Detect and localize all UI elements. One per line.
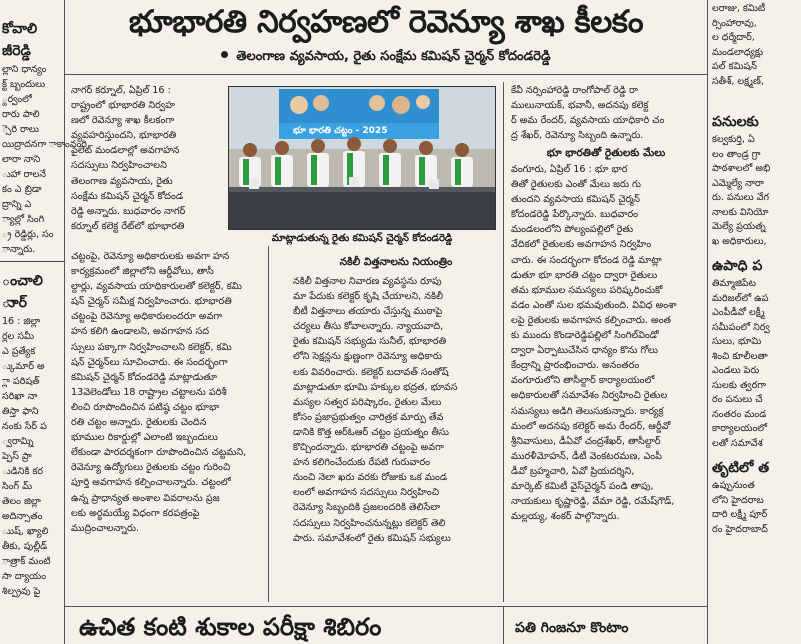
- meeting-photo-illustration: [229, 87, 495, 229]
- col1-text-line: స్సులు పక్కాగా నిర్వహించాలని కలెక్టర్‌, కమి: [71, 341, 232, 353]
- col1-text-line: రెడ్డి అన్నారు. బుధవారం నాగర్: [71, 205, 186, 217]
- right-text-line: ఉప్పునుంత: [712, 480, 755, 491]
- col1-text-line: చట్టంపై, రెవెన్యూ అధికారులకు అవగా హన: [71, 251, 230, 262]
- right-text-line: మెల్యే ప్రయత్న: [712, 221, 766, 232]
- right-text-line: లోని హైదరాబ: [712, 494, 764, 506]
- article-subhead: [65, 48, 707, 66]
- left-heading-2: ంచాలి: [2, 273, 43, 289]
- col1-text-line: లకు అర్థమయ్యే విధంగా కరపత్రంపై: [71, 507, 200, 519]
- col1-text-line: రెవెన్యూ ఉద్యోగులు రైతులకు చట్టం గురించి: [71, 462, 231, 474]
- col1-text-line: 13వెలెండోలు 18 రాష్ట్రాల చట్టాలను పరిశీ: [71, 386, 227, 398]
- main-article: [65, 0, 707, 644]
- left-text-line: ద్రాన్ని ఎ: [2, 199, 32, 210]
- col3-text-line: శ్రీనివాసులు, డీఏవో చంద్రశేఖర్‌, తాసీల్దార్‌: [511, 435, 661, 447]
- left-text-line: ప్పెస్ ప్రా: [2, 451, 32, 462]
- right-heading-2: ఉపాధి ప: [712, 258, 763, 274]
- right-text-line: పాఠశాలలో అభి: [712, 163, 771, 174]
- col3-text-line: ద్వారా ఏర్పాటుచేసిన ధాన్యం కొను గోలు: [511, 345, 658, 357]
- col3-text-line: వడం ఎంతో సుల భమవుతుంది. వివిధ అంశా: [511, 299, 677, 311]
- left-text-line: ్కుమార్ అ: [2, 361, 45, 372]
- col2-text-line: మా పేదుకు కలెక్టర్‌ కృషి చేయాలని, నకిలీ: [293, 291, 443, 303]
- right-text-line: ఎండలు పెరు: [712, 365, 760, 376]
- right-text-line: మరిజల్‌లో ఉప: [712, 292, 769, 304]
- right-text-line: ఖ అధికారులు,: [712, 235, 767, 247]
- col1-text-line: కమిషన్‌ చైర్మన్‌ కోదండరెడ్డి మాట్లాడుతూ: [71, 371, 218, 383]
- right-text-line: సులు, భూమి: [712, 336, 762, 347]
- right-text-line: లతో సమావేశ: [712, 437, 763, 449]
- col1-text-line: షన్‌ చైర్మన్‌లు సూచించారు. ఈ సందర్భంగా: [71, 356, 228, 368]
- col2-text-line: సదస్సులు నిర్వహించనున్నట్లు కలెక్టర్‌ తెలి: [293, 517, 446, 529]
- left-text-line: సా ద్యాయం: [2, 571, 47, 582]
- left-text-line: ుుష్, ఖ్యాలి: [2, 526, 49, 537]
- right-adjacent-column: [707, 0, 801, 644]
- col1-text-line: హన కలిగి ఉండాలని, అవగాహన సద: [71, 326, 209, 338]
- col1-text-line: పూర్తి అవగాహన కల్పించాలన్నారు. చట్టంలో: [71, 477, 231, 489]
- col3-text-line: కు ముందు కొండారెడ్డిపల్లిలో సింగిల్‌విండో: [511, 330, 659, 342]
- col3-text-line: తమ భూముల సమస్యలు పరిష్కరించుకో: [511, 284, 663, 296]
- left-text-line: ుడినికి కర: [2, 466, 44, 477]
- col3-text-line: సమస్యలు అడిగి తెలుసుకున్నారు. కార్యక్ర: [511, 405, 664, 417]
- col3-subheading: భూ భారతితో రైతులకు మేలు: [546, 147, 666, 159]
- banner-text: భూ భారతి చట్టం - 2025: [293, 126, 388, 136]
- col2-text-line: రెవెన్యూ సిబ్బందికి ప్రజలందరికి తెలిసేలా: [293, 502, 441, 514]
- right-text-line: ర్సింహారావు,: [712, 17, 757, 29]
- left-text-line: ్దర్వంలో: [2, 94, 32, 105]
- left-text-line: తీకు, పుల్లీడ్: [2, 541, 48, 552]
- col3-text-line: ద్ర శేఖర్‌, రెవెన్యూ సిబ్బంది ఉన్నారు.: [511, 130, 644, 142]
- col1-text-line: నాగర్‌ కర్నూల్‌, ఏప్రిల్‌ 16 :: [71, 85, 171, 96]
- right-text-line: రం హైదరాబాద్‌: [712, 523, 768, 535]
- col2-text: [293, 274, 499, 546]
- col2-text-line: రైతు కమిషన్‌ సభ్యుడు సునీల్‌, భూభారతి: [293, 336, 447, 348]
- right-text-line: ఎంపీడీవో లక్ష్మీ: [712, 307, 765, 318]
- col2-subheading: నకిలీ విత్తనాలను నియంత్రిం: [339, 256, 453, 268]
- col3-text-line: వంగూరు, ఏప్రిల్‌ 16 : భూ భార: [511, 164, 628, 175]
- col1-text-line: ణలో రెవెన్యూ శాఖ కీలకంగా: [71, 115, 175, 127]
- col1-text-line: సంక్షేమ కమిషన్‌ చైర్మన్‌ కోదండ: [71, 190, 184, 202]
- left-text-line: శిల్ప్రవు పై: [2, 586, 41, 597]
- right-text-line: రం పనులు చే: [712, 394, 763, 405]
- left-text-line: ్లా పరిషత్: [2, 376, 40, 387]
- bottom-headline-right: పతి గింజనూ కొంటాం: [515, 620, 629, 636]
- col1-text-line: భూముల రికార్డుల్లో ఎలాంటి ఇబ్బందులు: [71, 432, 218, 444]
- col3-text-line: కోదండరెడ్డి పేర్కొన్నారు. బుధవారం: [511, 209, 638, 221]
- right-text-line: శించి కూలీలతా: [712, 350, 768, 362]
- col3-top-text: [511, 83, 703, 143]
- col2-text-line: చర్యలు తీసు కోవాలన్నారు. న్యాయవాది,: [293, 321, 444, 333]
- col1-text-line: రాష్ట్రంలో భూభారతి నిర్వహ: [71, 100, 176, 112]
- col2-text-line: నుంచి నెలా ఖరు వరకు రోజుకు ఒక మండ: [293, 472, 447, 484]
- bullet-icon: [221, 51, 228, 58]
- col1-text-line: కార్యక్రమంలో జిల్లాలోని ఆర్డీవోలు, తాసీ: [71, 266, 214, 278]
- left-text-line: యిద్రాదనగా ాకాంనంరి: [2, 139, 87, 150]
- col3-text-line: కేవీ నర్సింహారెడ్డి రాంగోపాల్‌ రెడ్డి రా: [511, 85, 638, 96]
- left-text-line: ఎ ప్రత్యేక: [2, 346, 36, 357]
- col1-top-text: [71, 83, 221, 234]
- left-text-line: ర్లల సమీ: [2, 331, 35, 342]
- photo-caption: మాట్లాడుతున్న రైతు కమిషన్‌ చైర్మన్‌ కోదండరెడ్డి: [271, 233, 453, 244]
- right-text-line: తిమ్మాజిపేట: [712, 278, 756, 289]
- col1-text-line: ముద్రించాలన్నారు.: [71, 522, 140, 534]
- article-headline: భూభారతి నిర్వహణలో రెవెన్యూ శాఖ కీలకం: [128, 4, 644, 40]
- right-text-line: రు. పనులు వేగ: [712, 192, 770, 203]
- col1-text-line: రతి చట్టం అన్నారు. రైతులకు చెందిన: [71, 417, 207, 429]
- left-text-line: ాత్రాక్ మంటి: [2, 556, 51, 567]
- col3-text-line: డుతూ భూ భారతి చట్టం ద్వారా రైతులు: [511, 269, 658, 281]
- right-text-line: నంతరం మండ: [712, 408, 767, 420]
- col1-continued-text: [71, 249, 261, 536]
- col3-text-line: వంగూరులోని తాసీల్దార్‌ కార్యాలయంలో: [511, 375, 655, 387]
- left-heading-1: కోవాలి: [2, 21, 38, 37]
- col2-text-line: కొచ్చిందన్నారు. భూభారతి చట్టంపై అవగా: [293, 442, 444, 454]
- right-text-line: ల ధర్మేదార్‌,: [712, 32, 755, 43]
- left-text-line: క్ట్ బ్బందులు: [2, 79, 46, 90]
- col1-text-line: ల్దార్లు, వ్యవసాయ యాధికారులతో కలెక్టర్‌, కమి: [71, 281, 242, 293]
- col2-text-line: లకు వివరించారు. కలెక్టర్‌ బదావత్‌ సంతోష్‌: [293, 366, 449, 378]
- left-text-line: ్సెరి రాలు: [2, 124, 39, 135]
- left-text-line: సరిఖా నా: [2, 391, 38, 402]
- col2-text-line: మస్యల సత్వర పరిష్కారం, రైతుల మేలు: [293, 396, 442, 408]
- col3-text-line: వేదికలో రైతులకు అవగాహన నిర్వహిం: [511, 239, 652, 251]
- left-text-line: 16 : జిల్లా: [2, 316, 41, 327]
- col2-text-line: మాట్లాడుతూ భూమి హక్కుల భద్రత, భూవస: [293, 381, 458, 393]
- col3-text-line: మార్కెట్‌ కమిటీ వైస్‌చైర్మన్‌ పండి తాపు,: [511, 480, 654, 492]
- col2-text-line: డానికి కొత్త ఆర్‌ఓఆర్‌ చట్టం ప్రయత్నం తీసు: [293, 426, 449, 438]
- right-heading-1: పనులకు: [712, 114, 759, 130]
- col3-text-line: అధికారులతో సమావేశం నిర్వహించి రైతుల: [511, 390, 668, 402]
- col1-text-line: లేకుండా పారదర్శకంగా రూపొందించిన చట్టమని,: [71, 447, 247, 459]
- col3-text: [511, 162, 703, 524]
- left-heading-1b: జీరెడ్డి: [2, 43, 31, 59]
- col3-text-line: ములునాయక్‌, భవానీ, అదనపు కలెక్ట: [511, 100, 649, 112]
- col3-text-line: లపై రైతులకు అవగాహన కల్పించారు. అంత: [511, 314, 672, 326]
- col3-text-line: ర్‌ అమ రేందర్‌, వ్యవసాయ యాధికారి చం: [511, 115, 665, 127]
- col1-text-line: సదస్సులు నిర్వహించాలని: [71, 160, 167, 172]
- right-text-line: కల్వకుర్తి, ఏ: [712, 134, 755, 145]
- col3-text-line: తితో రైతులకు ఎంతో మేలు జరు గు: [511, 179, 641, 191]
- col3-text-line: డీవో బ్రహ్మచారి, ఏవో ప్రియదర్శిని,: [511, 465, 635, 477]
- col1-text-line: కర్నూల్‌ కలెక్ట రేట్‌లో భూభారతి: [71, 220, 185, 232]
- col2-text-line: లంలో అవగాహన సదస్సులు నిర్వహించి: [293, 487, 440, 499]
- right-text-line: నాలకు వినియో: [712, 206, 769, 218]
- left-text-line: ్ర రెడ్డిర్లు, సం: [2, 229, 54, 240]
- col1-text-line: లించి రూపొందించిన పటిష్ఠ చట్టం భూభా: [71, 401, 220, 413]
- left-adjacent-column: [0, 0, 87, 644]
- left-heading-2b: ుార్: [2, 295, 27, 311]
- left-text-line: నంకు సేర్ ప: [2, 421, 47, 432]
- col3-text-line: మంలో అదనపు కలెక్టర్‌ అమ రేందర్‌, ఆర్డీవో: [511, 420, 671, 432]
- col3-text-line: తుందని వ్యవసాయ కమిషన్‌ చైర్మన్‌: [511, 194, 641, 206]
- col1-text-line: పైలెట్‌ మండలాల్లో అవగాహన: [71, 145, 180, 157]
- right-heading-3: తృటిలో త: [712, 460, 770, 476]
- right-text-line: సమీపంలో నిర్వ: [712, 321, 770, 333]
- right-text-line: సులకు త్వరగా: [712, 379, 767, 391]
- col1-text-line: చట్టంపై రెవెన్యూ అధికారులందరూ అవగా: [71, 311, 223, 323]
- col3-text-line: మండలంలోని పోల్యంపల్లిలో రైతు: [511, 224, 634, 236]
- right-text-line: దారి లక్ష్మీ పూర్‌: [712, 509, 768, 520]
- left-text-line: ల్లాని ధాన్యం: [2, 64, 47, 75]
- left-text-line: తెలం జిల్లా: [2, 496, 41, 507]
- col2-text-line: పారు. సమావేశంలో రైతు కమిషన్‌ సభ్యులు: [293, 532, 451, 544]
- left-text-line: లారా నాని: [2, 154, 41, 165]
- subhead-text: తెలంగాణ వ్యవసాయ, రైతు సంక్షేమ కమిషన్ చైర్మన్ కోదండరెడ్డి: [236, 49, 551, 64]
- col1-text-line: షన్‌ చైర్మన్‌ సమీక్ష నిర్వహించారు. భూభారతి: [71, 296, 232, 308]
- col2-text-line: నకిలీ విత్తనాల నివారణ వ్యవస్థను రూపు: [293, 276, 442, 287]
- col1-text-line: ఉన్న ప్రాధాన్యత అంశాల వివరాలను ప్రజ: [71, 492, 220, 504]
- col3-text-line: మురళీమోహన్‌, డీటీ వెంకటరమణ, ఎంపీ: [511, 450, 662, 462]
- right-text-line: కార్యాలయంలో: [712, 423, 768, 434]
- col2-text-line: హన కలిగించేందుకు రేపటి గురువారం: [293, 457, 431, 469]
- article-photo: [228, 86, 496, 230]
- col1-text-line: వ్యవహరిస్తుందని, భూభారతి: [71, 130, 177, 142]
- left-text-line: తిస్తా ఫాని: [2, 406, 39, 417]
- col3-text-line: కేంద్రాన్ని ప్రారంభించారు. అనంతరం: [511, 360, 640, 372]
- col2-text-line: బీటీ విత్తనాలు తయారు చేస్తున్న ముఠాపై: [293, 306, 443, 318]
- right-text-line: ఎమ్మెల్యే నారా: [712, 177, 764, 189]
- col3-text-line: నాయకులు కృష్ణారెడ్డి, వేమా రెడ్డి, రమేష్‌గౌడ్‌,: [511, 496, 675, 508]
- col3-text-line: చారు. ఈ సందర్భంగా కోదండ రెడ్డి మాట్లా: [511, 254, 662, 266]
- col3-text-line: మల్లయ్య, శంకర్‌ పాల్గొన్నారు.: [511, 511, 620, 523]
- bottom-headline-left: ఉచిత కంటి శుకాల పరీక్షా శిబిరం: [79, 613, 382, 641]
- right-text-line: సతీశ్‌, లక్ష్మణ్‌,: [712, 75, 764, 87]
- right-text-line: లం తాండ్ర గ్రా: [712, 148, 761, 160]
- right-text-line: మండలాధ్యక్షు: [712, 46, 764, 58]
- col1-text-line: తెలంగాణ వ్యవసాయ, రైతు: [71, 175, 173, 187]
- right-text-line: లరాజు, కమిటీ: [712, 3, 766, 14]
- left-text-line: ుహా రాలనే: [2, 169, 46, 180]
- left-text-line: కం ఎ బ్రిడా: [2, 184, 42, 195]
- left-text-line: అదిన్సాతం: [2, 511, 43, 522]
- left-text-line: ాన్నారు.: [2, 244, 36, 255]
- col2-text-line: కోసం ప్రజాప్రభుత్వం చారిత్రక మార్పు తేవ: [293, 411, 444, 423]
- left-text-line: రారు పాలి: [2, 109, 40, 120]
- left-text-line: ్యాల్లో సింగి: [2, 214, 45, 225]
- col2-text-line: లోని సెక్షన్లను క్షుణ్ణంగా రెవెన్యూ అధికారు: [293, 351, 442, 363]
- left-text-line: ్వరామ్ని: [2, 436, 34, 447]
- left-text-line: సింగ్ మ్: [2, 481, 33, 492]
- right-text-line: పల్‌ కమిషన్‌: [712, 61, 757, 72]
